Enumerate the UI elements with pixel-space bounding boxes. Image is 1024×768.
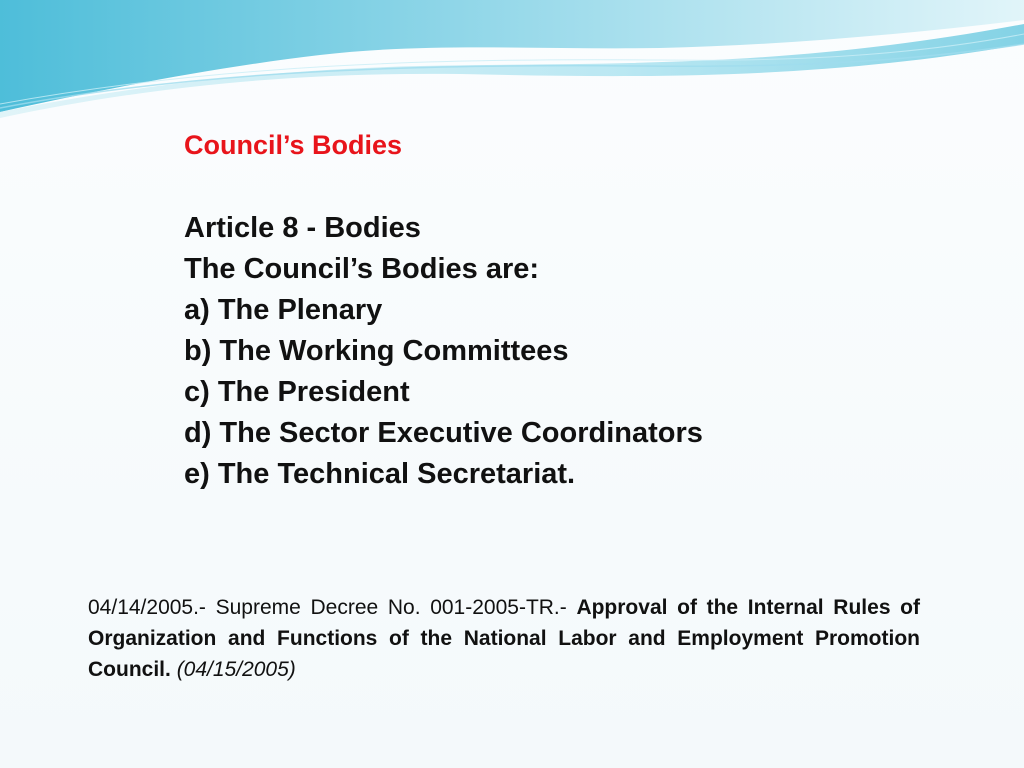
main-content: [184, 128, 944, 495]
list-item: d) The Sector Executive Coordinators: [184, 417, 703, 449]
list-item: b) The Working Committees: [184, 335, 569, 367]
decree-title: Approval of the Internal Rules of Organization and Functions of the National Labor and Employment Promotion Council.: [88, 596, 920, 681]
article-title: Article 8 - Bodies: [184, 212, 421, 244]
article-block: [184, 208, 944, 495]
article-intro: The Council’s Bodies are:: [184, 253, 540, 285]
decree-citation: [88, 592, 920, 685]
list-item: e) The Technical Secretariat.: [184, 458, 576, 490]
list-item: a) The Plenary: [184, 294, 383, 326]
decorative-wave-header: [0, 0, 1024, 140]
decree-reference: 04/14/2005.- Supreme Decree No. 001-2005-TR.-: [88, 596, 577, 619]
publication-date: (04/15/2005): [176, 658, 296, 681]
slide-heading: Council’s Bodies: [184, 130, 403, 160]
list-item: c) The President: [184, 376, 410, 408]
